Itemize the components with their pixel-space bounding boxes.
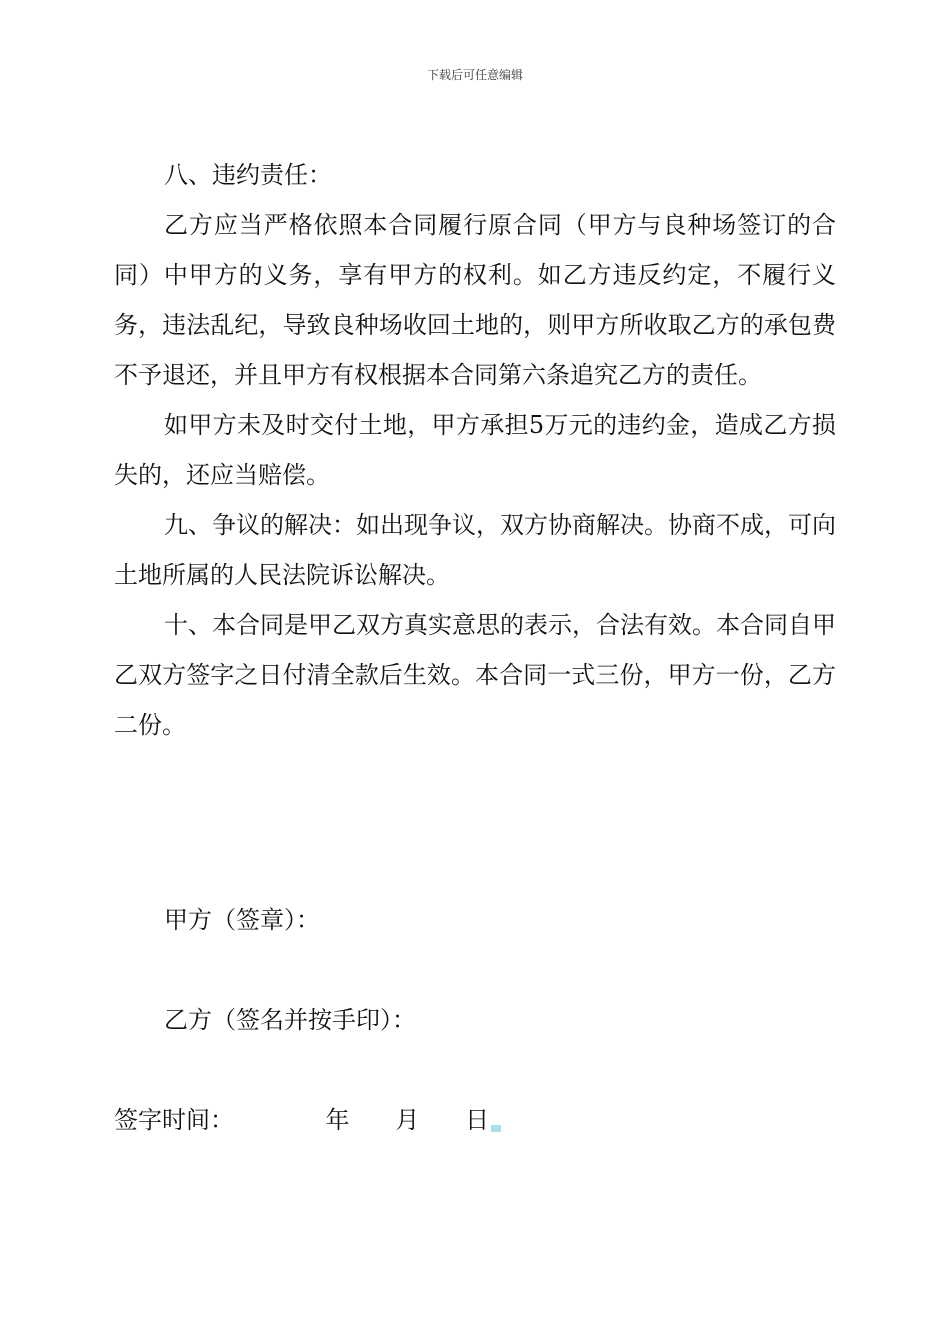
year-label: 年 [325, 1106, 350, 1134]
section-8-clause-2: 如甲方未及时交付土地，甲方承担5万元的违约金，造成乙方损失的，还应当赔偿。 [114, 411, 836, 489]
signature-date-line [114, 1095, 501, 1145]
section-8-heading: 八、违约责任： [164, 161, 332, 189]
section-8-clause-1: 乙方应当严格依照本合同履行原合同（甲方与良种场签订的合同）中甲方的义务，享有甲方的权利。如乙方违反约定，不履行义务，违法乱纪，导致良种场收回土地的，则甲方所收取乙方的承包费不予退还，并且甲方有权根据本合同第六条追究乙方的责任。 [114, 211, 836, 389]
page-header: 下载后可任意编辑 [426, 68, 523, 82]
day-label: 日 [465, 1106, 490, 1134]
party-b-signature-label: 乙方（签名并按手印）： [164, 1006, 416, 1034]
cursor-marker [491, 1125, 501, 1132]
contract-body [114, 150, 836, 750]
month-label: 月 [395, 1106, 420, 1134]
party-a-signature-label: 甲方（签章）： [164, 906, 320, 934]
date-label: 签字时间： [114, 1106, 234, 1134]
section-9-dispute-resolution: 九、争议的解决：如出现争议，双方协商解决。协商不成，可向土地所属的人民法院诉讼解决。 [114, 511, 836, 589]
section-10-effectiveness: 十、本合同是甲乙双方真实意思的表示，合法有效。本合同自甲乙双方签字之日付清全款后生效。本合同一式三份，甲方一份，乙方二份。 [114, 611, 836, 739]
